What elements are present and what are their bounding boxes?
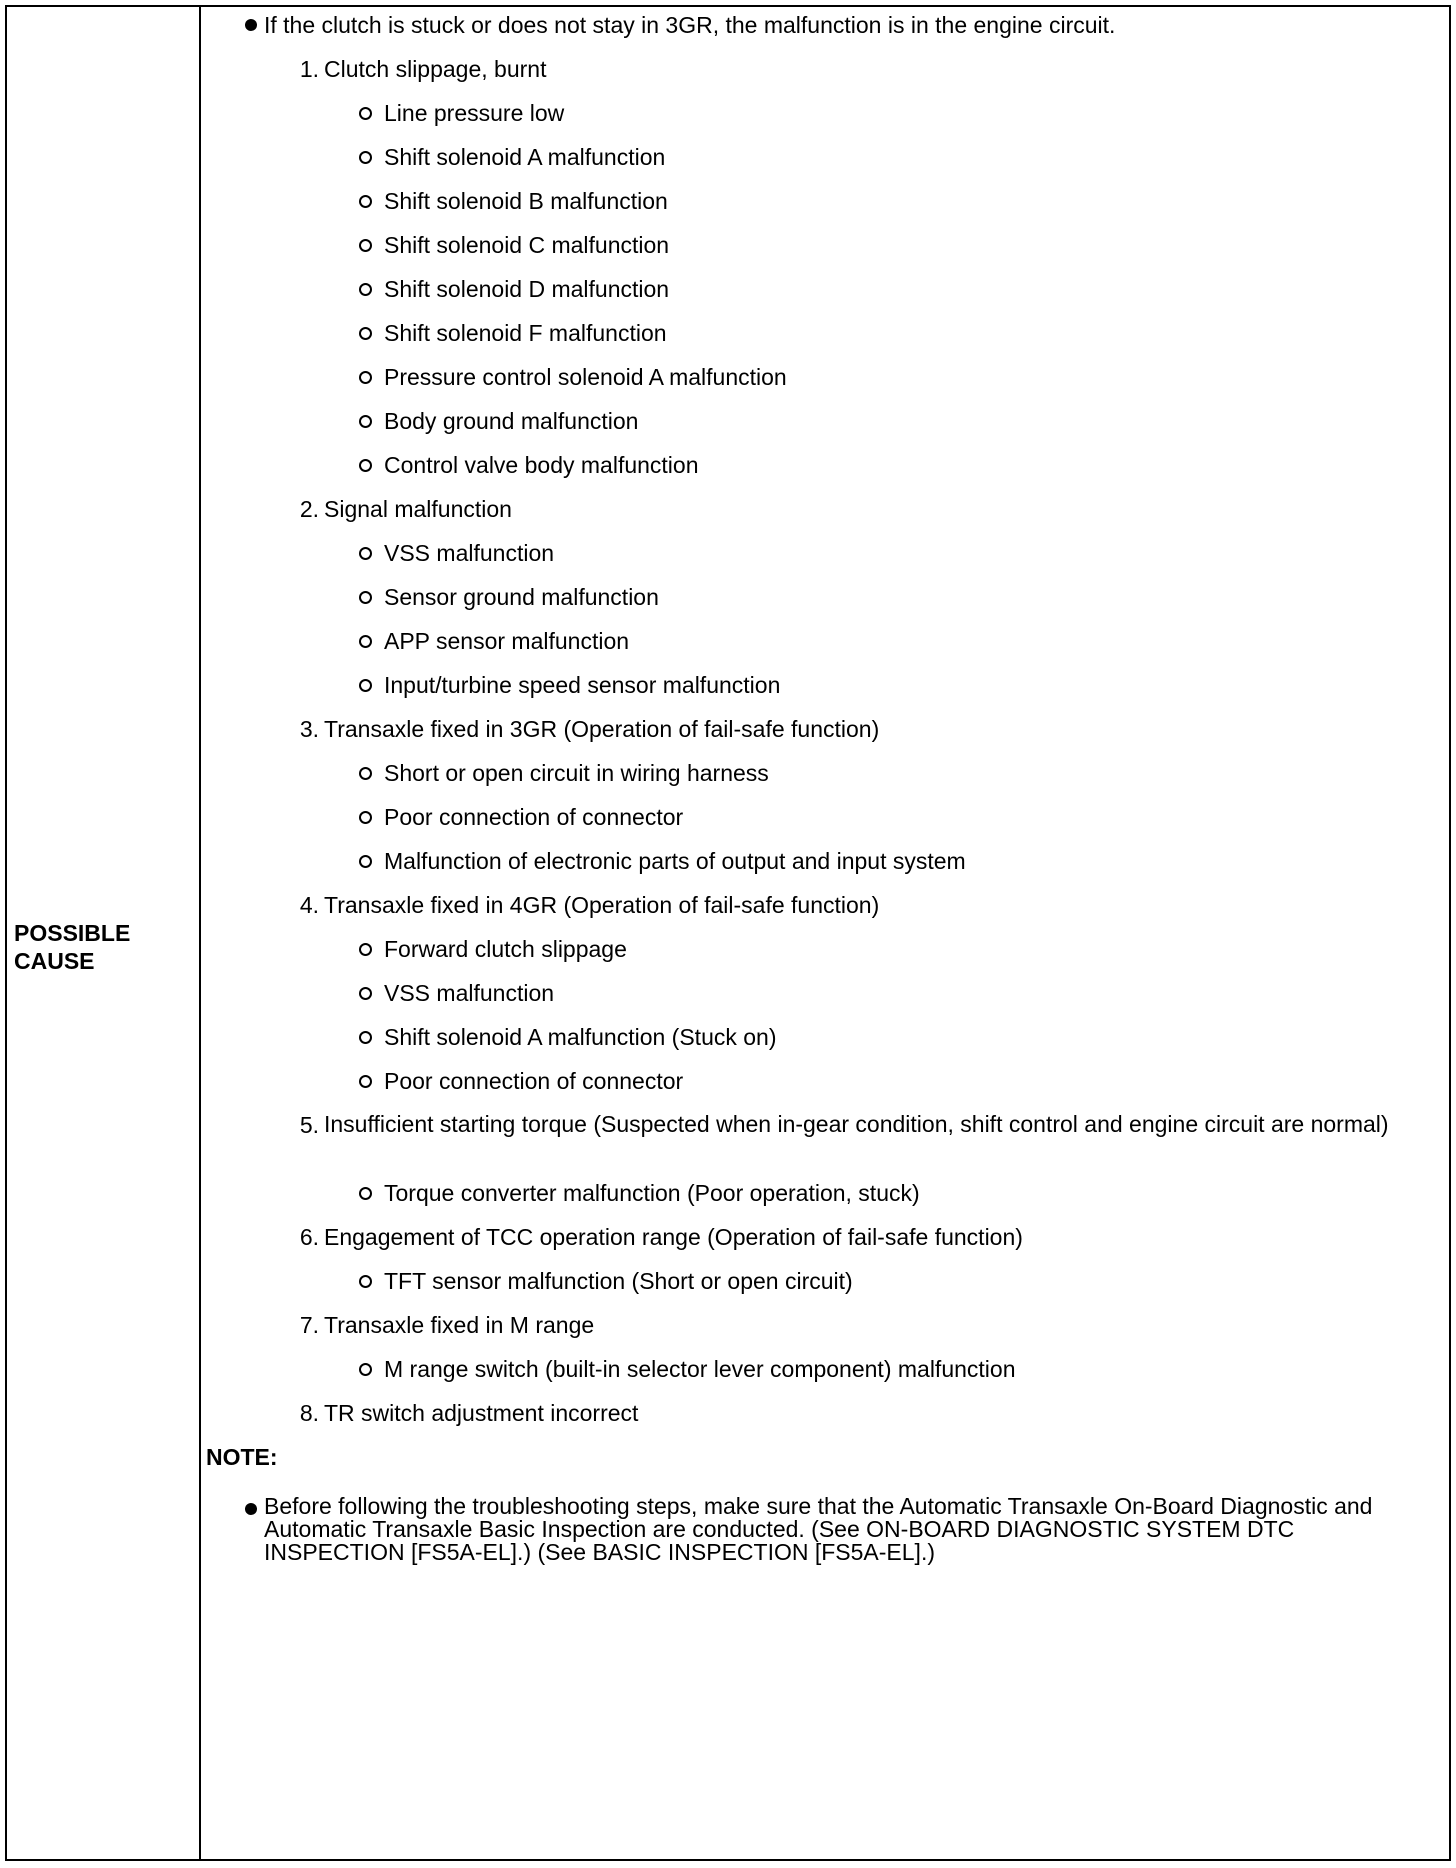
circle-bullet-icon [359,327,372,340]
possible-cause-label: POSSIBLE CAUSE [14,920,131,974]
intro-text: If the clutch is stuck or does not stay in 3GR, the malfunction is in the engine circuit. [264,12,1116,38]
cause-item: Body ground malfunction [384,408,639,434]
circle-bullet-icon [359,1275,372,1288]
cause-item: Torque converter malfunction (Poor operation, stuck) [384,1180,920,1206]
cause-number: 4. [299,892,319,918]
circle-bullet-icon [359,943,372,956]
circle-bullet-icon [359,371,372,384]
bullet-icon [245,19,257,31]
circle-bullet-icon [359,1363,372,1376]
circle-bullet-icon [359,987,372,1000]
cause-number: 1. [299,56,319,82]
circle-bullet-icon [359,1075,372,1088]
cause-title: Clutch slippage, burnt [324,56,547,82]
cause-item: Input/turbine speed sensor malfunction [384,672,781,698]
possible-cause-table [5,5,1451,1861]
cause-item: VSS malfunction [384,980,555,1006]
circle-bullet-icon [359,679,372,692]
circle-bullet-icon [359,591,372,604]
circle-bullet-icon [359,1031,372,1044]
cause-title: Transaxle fixed in 3GR (Operation of fail-safe function) [324,716,880,742]
cause-title: TR switch adjustment incorrect [324,1400,639,1426]
cause-item: Line pressure low [384,100,565,126]
cause-item: Pressure control solenoid A malfunction [384,364,787,390]
cause-number: 5. [299,1112,319,1138]
cause-item: Shift solenoid F malfunction [384,320,667,346]
cause-number: 8. [299,1400,319,1426]
cause-item: Shift solenoid A malfunction (Stuck on) [384,1024,777,1050]
cause-item: Shift solenoid C malfunction [384,232,670,258]
note-bullet-icon [245,1503,257,1515]
note-label: NOTE: [206,1444,278,1470]
cause-title: Transaxle fixed in M range [324,1312,595,1338]
circle-bullet-icon [359,107,372,120]
cause-item: M range switch (built-in selector lever component) malfunction [384,1356,1016,1382]
circle-bullet-icon [359,635,372,648]
cause-item: APP sensor malfunction [384,628,630,654]
circle-bullet-icon [359,415,372,428]
cause-item: Shift solenoid D malfunction [384,276,670,302]
circle-bullet-icon [359,855,372,868]
circle-bullet-icon [359,547,372,560]
label-cell [7,7,201,1859]
cause-item: Shift solenoid B malfunction [384,188,668,214]
cause-number: 3. [299,716,319,742]
circle-bullet-icon [359,811,372,824]
cause-item: Poor connection of connector [384,804,684,830]
cause-item: Sensor ground malfunction [384,584,659,610]
circle-bullet-icon [359,767,372,780]
cause-number: 2. [299,496,319,522]
cause-item: Shift solenoid A malfunction [384,144,666,170]
cause-item: Forward clutch slippage [384,936,627,962]
cause-title: Engagement of TCC operation range (Operation of fail-safe function) [324,1224,1023,1250]
cause-item: TFT sensor malfunction (Short or open circuit) [384,1268,853,1294]
cause-item: Malfunction of electronic parts of output and input system [384,848,966,874]
cause-number: 7. [299,1312,319,1338]
content-cell [201,7,1449,1859]
cause-item: Short or open circuit in wiring harness [384,760,769,786]
cause-number: 6. [299,1224,319,1250]
circle-bullet-icon [359,151,372,164]
circle-bullet-icon [359,1187,372,1200]
circle-bullet-icon [359,283,372,296]
cause-title: Signal malfunction [324,496,512,522]
circle-bullet-icon [359,239,372,252]
cause-title: Transaxle fixed in 4GR (Operation of fail-safe function) [324,892,880,918]
note-text: Before following the troubleshooting steps, make sure that the Automatic Transaxle On-Board Diagnostic and Automatic Transaxle Basic Inspection are conducted. (See ON-BOARD DIAGNOSTIC SYSTEM DTC INSPECTION [FS5A-EL].) (See BASIC INSPECTION [FS5A-EL].) [264,1493,1373,1565]
cause-item: Control valve body malfunction [384,452,699,478]
circle-bullet-icon [359,459,372,472]
circle-bullet-icon [359,195,372,208]
cause-title: Insufficient starting torque (Suspected when in-gear condition, shift control and engine circuit are normal) [324,1111,1389,1137]
cause-item: VSS malfunction [384,540,555,566]
cause-item: Poor connection of connector [384,1068,684,1094]
